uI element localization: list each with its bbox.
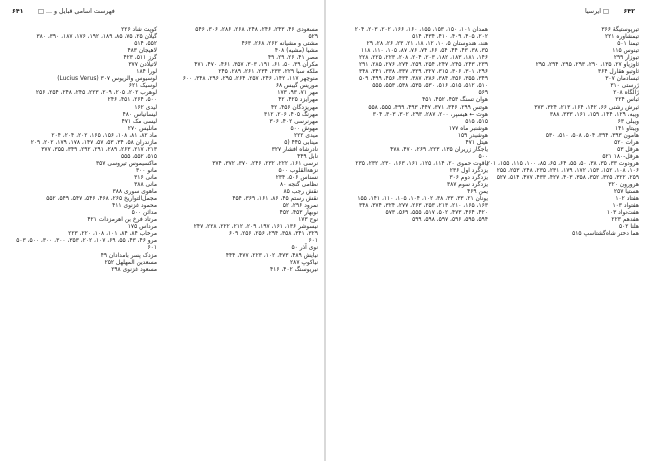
index-entry: ۱۰۶، ۱۰۸، ۱۵۲، ۱۵۳، ۱۷۲، ۱۷۹، ۲۳۱، ۲۳۵، ۲۴۸، ۲۵۳، ۲۵۵ (496, 167, 639, 174)
index-entry: موریس گیبس ۶۸ (275, 83, 318, 90)
index-entry: ۶۰۱ (147, 245, 157, 252)
index-entry: ۲۹۶، ۳۰۱، ۳۰۶، ۳۱۵، ۳۲۷، ۳۲۹، ۳۳۷، ۳۳۸، ۳۴۱، ۳۴۸ (358, 69, 488, 76)
index-entry: ویبه، ۱۲۹، ۱۴۴، ۱۵۹، ۱۶۱، ۳۳۳، ۳۸۸ (549, 111, 639, 118)
index-entry: لوسیک ۶۲۱ (128, 83, 157, 90)
index-entry: ۵۶۹ (478, 90, 488, 97)
page-header (12, 5, 312, 19)
index-entry: مهرنگ ۴۰۵، ۲۰۶، ۳۱۲ (264, 111, 318, 118)
index-entry: ۶۰۱ (308, 238, 318, 245)
index-entry: ۳۲۹، ۳۴۱، ۳۵۸، ۲۹۴، ۲۵۶، ۲۵۶، ۶۰۹ (228, 231, 318, 238)
index-entry: نظامی گنجه ۸۰ (280, 182, 318, 189)
index-entry: ملکه سبا ۲۲۹، ۲۳۳، ۲۳۴، ۲۶۱، ۲۸۹، ۲۴۵ (218, 69, 318, 76)
index-entry: هما دختر شاه‌گشتاسپ ۵۱۵ (572, 231, 639, 238)
index-entry: لوهرب ۲۰۲، ۲۰۵، ۲۰۹، ۲۲۳، ۲۴۵، ۲۴۸، ۲۵۴، ۲۵۶ (35, 90, 157, 97)
index-entry: لوسیوس والریوس ۳۰۷ (Lucius Verus) (57, 76, 157, 83)
index-entry: هامون ۳۹۳، ۳۹۴، ۵۰۴، ۵۰۸، ۵۱۰، ۵۳۰ (545, 132, 639, 139)
index-entry: مصر ۴۱، ۲۶، ۲۹، ۴۹ (267, 55, 318, 62)
index-entry: هرات ۵۲۰ (614, 139, 639, 146)
index-entry: ۲۱۳، ۲۱۷، ۲۶۳، ۲۸۹، ۲۹۱، ۲۹۲، ۳۴۹، ۳۵۵، ۳۷۷ (41, 146, 157, 153)
index-entry: مینابی ۴۴۵ (۵ (284, 139, 318, 146)
index-entry: هفت‌نواد ۱۰۳ (606, 210, 639, 217)
index-entry: تیمنا ۵۰۱ (617, 41, 639, 48)
index-entry: ماکسیموس تیروسی ۳۵۷ (95, 160, 157, 167)
index-entry: مهریزدگان ۴۵۶، ۴۲ (270, 104, 318, 111)
index-column-left (7, 27, 157, 274)
index-entry: کوپت شاد ۲۲۶ (121, 27, 157, 33)
index-entry: ۵۹۴، ۵۹۵، ۵۹۶، ۵۹۷، ۵۹۸، ۵۹۹ (412, 217, 488, 224)
index-entry: ژالگاه ۲۰۸ (613, 90, 639, 97)
index-entry: مزدک پسر بامدادان ۴۹ (100, 252, 157, 259)
index-entry: ماهوی سوری ۳۸۸ (112, 189, 157, 196)
index-entry: لیسی مک ۴۷۱ (121, 118, 157, 125)
index-entry: یاجگار زریران ۱۳۵، ۲۲۳، ۲۶۹، ۴۷۰، ۴۷۸ (390, 146, 488, 153)
index-entry: ۵۲۹ (308, 34, 318, 41)
index-entry: مهرنرسی ۴۰۲، ۳۰۶ (269, 118, 318, 125)
index-entry: مسعدین المهلهل ۲۵۲ (104, 259, 157, 266)
index-entry: هرورون ۳۲۰ (608, 182, 639, 189)
index-entry: مجمل‌التواریخ ۲۶۵، ۴۶۸، ۵۴۶، ۵۴۷، ۵۴۹، ۵۵۲ (46, 196, 157, 203)
index-entry: ۴۲۰، ۴۶۴، ۴۷۳، ۵۰۲، ۵۱۷، ۵۵۵، ۵۶۹، ۵۷۳ (385, 210, 488, 217)
index-entry: ۲۵۹، ۳۲۲، ۳۲۵، ۳۵۲، ۳۵۸، ۴۰۳، ۴۲۷، ۴۳۳، ۴۷۷، ۵۱۴، ۵۲۷ (496, 174, 639, 181)
index-entry: ۲۳۹، ۲۴۳، ۲۴۵، ۲۴۷، ۲۵۴، ۲۵۹، ۲۷۴، ۲۷۶، ۲۸۵، ۲۹۱ (358, 62, 488, 69)
index-entry: گیلان ۲۵، ۷۵، ۸۵، ۱۸۹، ۱۹۲، ۱۷۶، ۱۸۷، ۳۹۰، ۳۸۰ (36, 34, 157, 41)
right-page (326, 0, 647, 461)
index-entry: هستیا ۲۵۷ (613, 189, 639, 196)
index-entry: مشتی و مشیانه ۲۶۲، ۲۶۸، ۴۶۳ (241, 41, 318, 48)
index-entry: هوث ← هیسپر، ۲۰۰، ۲۸۷، ۲۹۳، ۳۰۲، ۳۰۳، ۳۰۴ (372, 111, 488, 118)
index-entry: نقش رجب ۸۵ (283, 189, 318, 196)
index-entry: نوبهار ۴۵۳، ۴۵۲ (279, 210, 318, 217)
index-entry: نوی آذر ۵۰ (291, 245, 318, 252)
index-entry: ۳۴۹، ۳۵۵، ۳۵۶، ۳۸۴، ۳۸۶، ۳۸۷، ۴۳۴، ۴۵۶، ۴۹۹، ۵۰۹ (358, 76, 488, 83)
running-title: فهرست اسامی قبایل و ... □ (38, 8, 115, 15)
index-entry: نقش رستم ۴۵، ۸۶، ۱۶۱، ۳۶۹، ۴۵۴ (232, 196, 318, 203)
index-entry: هوتس ۲۹۹، ۳۴۶، ۳۷۱، ۴۴۷، ۴۹۳، ۴۹۹، ۵۵۵، ۵۵۸ (368, 104, 488, 111)
index-entry: نیایش ۴۸۹، ۴۷۳، ۱۰۲، ۲۲۳، ۴۷۷، ۴۴۴ (225, 252, 318, 259)
index-entry: نیریوسنگ ۴۰۲، ۴۱۶ (270, 266, 318, 273)
index-entry: نوح ۱۷۳ (298, 217, 318, 224)
index-entry: مانو ۳۰۰ (135, 167, 157, 174)
index-entry: محمود غزنوی ۴۱۱ (112, 203, 157, 210)
index-entry: هفتاد ۱۰۲ (615, 196, 639, 203)
index-entry: ۱۶۳، ۱۶۵، ۲۱۰، ۲۱۳، ۲۵۳، ۲۶۳، ۲۷۷، ۳۲۴، ۳۷۴، ۳۴۸ (358, 203, 488, 210)
index-entry: هند، هندوستان ۵، ۱۰، ۱۲، ۱۸، ۲۱، ۲۳، ۲۶، ۲۸، ۲۹ (366, 41, 488, 48)
index-entry: ماد ۸۲، ۸۱، ۱۰۸، ۱۵۶، ۱۶۵، ۲۰۲، ۲۰۴، ۲۰۴ (51, 132, 157, 139)
index-entry: ۳۵، ۳۸، ۴۳، ۴۴، ۵۴، ۶۶، ۷۴، ۷۶، ۸۷، ۱۰۵، ۱۱۰، ۱۱۸ (360, 48, 488, 55)
page-number: ۶۴۲ (623, 8, 635, 15)
index-entry: نمرود ۲۹۶، ۵۲ (282, 203, 318, 210)
index-entry: هرودوت ۳۳، ۳۵، ۳۸، ۵۰، ۵۵، ۶۴، ۶۵، ۸۵، ۱۰۰، ۱۱۵، ۱۵۵، ۲۰۱ (486, 160, 639, 167)
index-entry: ثباس ۲۲۴ (615, 97, 639, 104)
index-entry: لیدی ۱۶۲ (134, 104, 157, 111)
index-entry: ۵۵۲، ۵۱۴ (134, 41, 157, 48)
page-number: ۶۴۱ (12, 8, 24, 15)
index-entry: مرداس ۱۷۵ (127, 224, 157, 231)
index-entry: هفدهم ۲۲۳ (611, 217, 639, 224)
index-entry: ثبسادمان ۳۰۷ (605, 76, 639, 83)
index-entry: یمن ۴۶۹ (467, 189, 488, 196)
index-entry: یزدگرد اول ۲۳۶ (449, 167, 488, 174)
index-entry: ژرستی ۳۱۰ (610, 83, 639, 90)
index-entry: تیرپوستیگهٔ ۳۶۶ (601, 27, 639, 33)
index-entry: ۵۱۰، ۵۱۲، ۵۱۵، ۵۱۶، ۵۳۰، ۵۳۵، ۵۳۸، ۵۵۳، ۵۵۵ (372, 83, 488, 90)
index-column-left (340, 27, 488, 224)
index-entry: ماز‌ندران ۵۸، ۳۴، ۵۳، ۵۷، ۱۴۷، ۱۷۸، ۱۷۹، ۲۰۲، ۲۰۹ (30, 139, 157, 146)
index-entry: یزدگرد دوم ۳۰۶ (449, 174, 488, 181)
index-entry: مانی ۳۸۸ (134, 182, 157, 189)
index-entry: ثاوزیاو ۲۷، ۱۳۵، ۲۹۰، ۲۹۳، ۲۹۵، ۲۹۴، ۲۹۵ (535, 62, 639, 69)
index-entry: مسعودی ۴۶، ۲۴۳، ۲۴۶، ۲۴۸، ۲۶۸، ۲۸۶، ۳۰۶، ۵۴۶ (195, 27, 318, 33)
index-entry: مسعود غزنوی ۲۹۸ (111, 266, 157, 273)
index-entry: مرتاد فرخ بن اهرمزدات ۴۲۱ (87, 217, 157, 224)
index-entry: مانی ۳۱۶ (134, 174, 157, 181)
index-entry: مکران ۳۹، ۵۰، ۶۱، ۱۹۱، ۳۰۳، ۳۵۷، ۴۶۱، ۴۷۰، ۴۷۱ (194, 62, 318, 69)
index-entry: هرقل-۱۸۰ ۵۲۱ (602, 153, 639, 160)
index-entry: مانلیس ۲۷۰ (127, 125, 157, 132)
index-entry: تیوزار ۲۹۹ (613, 55, 639, 62)
index-entry: نسناس ۵۰۶، ۲۳۴ (275, 174, 318, 181)
index-entry: ۱۴۶، ۱۸۱، ۱۸۳، ۱۸۲، ۲۰۳، ۲۰۴، ۲۰۸، ۲۲۳، ۲۲۵، ۲۲۸ (358, 55, 488, 62)
index-entry: یونان ۲۱، ۳۳، ۳۳، ۳۸، ۱۰۲، ۱۰۴، ۱۰۵، ۱۱۰، ۱۴۱، ۱۵۵ (357, 196, 488, 203)
index-column-right (172, 27, 318, 274)
index-entry: یزدگرد سوم ۳۸۷ (446, 182, 488, 189)
index-entry: همدان ۱۰۱، ۱۵۰، ۱۵۳، ۱۵۵، ۱۶۰، ۱۶۶، ۲۰۲، ۲۰۳، ۲۰۴ (354, 27, 488, 33)
index-entry: مرو ۴۶، ۴۳، ۵۵، ۶۹، ۱۰۷، ۲۰۲، ۳۵۳، ۳۰۰، ۳۰۰، ۵۰۰، ۵۰۳ (16, 238, 157, 245)
index-entry: هوشنبر ماه ۱۷۷ (448, 125, 488, 132)
index-entry: نابل ۴۴۹ (297, 153, 318, 160)
index-entry: هفتواد ۱۰۳ (612, 203, 639, 210)
index-entry: لاهیجان ۴۸۳ (127, 48, 157, 55)
index-entry: هوان تسنگ ۴۵۳، ۴۵۲، ۴۵۱ (422, 97, 488, 104)
index-entry: لاتیلادن ۳۷۷ (128, 62, 157, 69)
index-entry: مهوش ۵۰۰ (290, 125, 318, 132)
index-entry: تیمشاوره ۲۲۱ (604, 34, 639, 41)
index-entry: ۵۱۵، ۵۱۵ (465, 118, 488, 125)
running-title: □ ایرسیا (584, 8, 609, 15)
index-entry: هوشیدر ۱۵۹ (457, 132, 488, 139)
index-entry: مشیا (مشیه) ۴۰۸ (274, 48, 318, 55)
index-entry: میدی ۲۲۲ (293, 132, 318, 139)
index-entry: نیاکوپ ۲۸۷ (290, 259, 318, 266)
index-entry: تینوس ۱۱۵ (612, 48, 639, 55)
index-entry: نزهة‌القلوب ۵۰۰ (278, 167, 318, 174)
index-entry: هلنا ۵۰۲ (618, 224, 639, 231)
index-entry: یاقوت حموی ۲۰، ۱۱۴، ۱۲۵، ۱۶۱، ۱۶۳، ۲۳۰، ۲۳۲، ۲۳۵ (355, 160, 488, 167)
index-entry: نرسی ۱۶۱، ۲۲۲، ۲۳۲، ۲۴۶، ۳۷۰، ۳۷۲، ۳۷۴ (212, 160, 318, 167)
index-entry: ثاوتبو هقارل ۳۶۴ (598, 69, 639, 76)
index-entry: لورا ۱۸۴ (136, 69, 157, 76)
index-column-right (486, 27, 639, 238)
index-entry: گرز ۵۱۱، ۴۲۳ (123, 55, 157, 62)
index-entry: ۵۱۵، ۵۵۲، ۵۵۵ (120, 153, 157, 160)
index-entry: ۵۰۰، ۲۶۴، ۴۵۱، ۲۴۶ (107, 97, 157, 104)
index-entry: لیسانیاس ۴۸۰ (122, 111, 157, 118)
index-entry: هیتل ۴۷۱ (465, 139, 488, 146)
index-entry: نادرشاه افشار ۳۲۷ (271, 146, 318, 153)
index-entry: منوچهر ۱۱۷، ۱۴۲، ۲۴۶، ۲۵۷، ۲۶۴، ۲۹۵، ۲۹۶، ۳۴۸، ۶۰۰ (182, 76, 318, 83)
index-entry: ثیرش رشتی ۶۶، ۱۴۲، ۱۶۴، ۲۱۳، ۳۲۴، ۳۷۳ (534, 104, 639, 111)
index-entry: مدائن ۵۰۰ (131, 210, 157, 217)
index-entry: ویبتاو ۱۴۱ (614, 125, 639, 132)
index-entry: نیسوشر ۱۳۶، ۱۶۱، ۱۹۷، ۲۰۹، ۲۱۲، ۲۲۲، ۲۲۸، ۲۴۷ (193, 224, 318, 231)
index-entry: مرخاب ۸۴، ۸۴، ۱۰۱، ۱۰۸، ۲۲۰، ۲۲۳ (68, 231, 157, 238)
index-entry: مهرایزد ۴۲۵، ۴۲ (278, 97, 318, 104)
index-entry: ۲۰۲، ۴۰۵، ۴۰۹، ۴۱۰، ۴۳۴، ۵۱۴ (412, 34, 488, 41)
page-header (338, 5, 635, 19)
index-entry: هرقل ۵۳ (617, 146, 639, 153)
index-entry: ۵۰۰ (478, 153, 488, 160)
index-entry: مهر ۷۱، ۹۳، ۱۷۳ (277, 90, 318, 97)
index-entry: ویبلی ۶۳ (617, 118, 639, 125)
